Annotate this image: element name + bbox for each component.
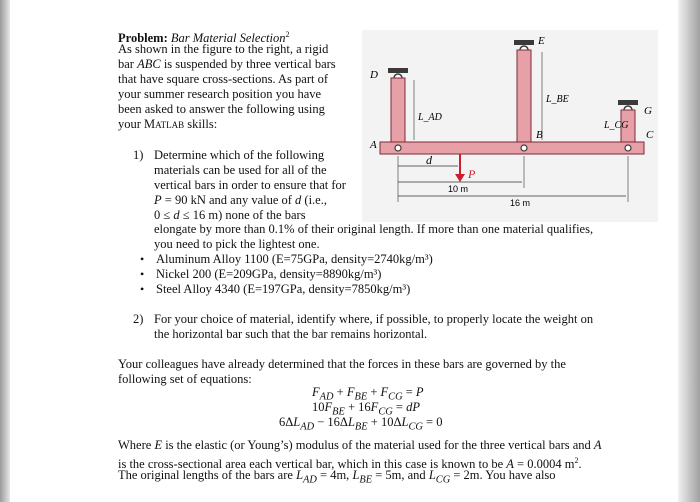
label-dim-10: 10 m [448, 184, 469, 194]
label-b: B [536, 129, 543, 141]
q1-number: 1) [133, 148, 144, 162]
intro-line: your Matlab skills: [118, 117, 218, 131]
q2-number: 2) [133, 312, 144, 326]
label-l-cg: L_CG [604, 120, 629, 131]
closing-line: The original lengths of the bars are $L_{AD} = 4m$, $L_{BE} = 5m$, and $L_{CG} = 2m$. You have also [118, 468, 556, 486]
intro-line: that have square cross-sections. As part of [118, 72, 329, 86]
label-dim-16: 16 m [510, 198, 531, 208]
left-edge-shadow [0, 0, 10, 502]
material-item: Nickel 200 (E=209GPa, density=8890kg/m³) [156, 267, 382, 281]
load-arrow-icon [455, 174, 465, 182]
q1-line: vertical bars in order to ensure that for [154, 178, 346, 192]
bar-be [517, 50, 531, 150]
q1-line: you need to pick the lightest one. [154, 237, 320, 251]
material-item: Steel Alloy 4340 (E=197GPa, density=7850kg/m³) [156, 282, 411, 296]
label-e: E [538, 35, 545, 47]
q2-line: For your choice of material, identify where, if possible, to properly locate the weight on [154, 312, 594, 326]
support-e-plate [514, 40, 534, 45]
bar-ad [391, 78, 405, 150]
rigid-bar-abc [380, 142, 644, 154]
bullet-dot: • [140, 252, 145, 266]
q1-line: Determine which of the following [154, 148, 325, 162]
right-edge-shadow [678, 0, 700, 502]
pin-c-icon [625, 145, 631, 151]
bullet-dot: • [140, 282, 145, 296]
label-l-ad: L_AD [418, 112, 442, 123]
q1-line: elongate by more than 0.1% of their original length. If more than one material qualifies, [154, 222, 594, 236]
problem-title: Bar Material Selection [170, 31, 286, 46]
label-a: A [370, 139, 377, 151]
support-d-plate [388, 68, 408, 73]
pin-a-icon [395, 145, 401, 151]
problem-title-footnote: 2 [285, 30, 290, 39]
structure-figure [362, 30, 658, 222]
closing-line: Where E is the elastic (or Young’s) modulus of the material used for the three vertical bars and A [118, 438, 602, 452]
intro-line: your summer research position you have [118, 87, 322, 101]
pin-b-icon [521, 145, 527, 151]
figure-svg [362, 30, 658, 222]
label-l-be: L_BE [546, 94, 569, 105]
closing-line: is the cross-sectional area each vertical bar, which in this case is known to be A = 0.0004 $m^2$. [118, 456, 582, 472]
colleagues-line: Your colleagues have already determined that the forces in these bars are governed by the [118, 357, 566, 371]
support-g-plate [618, 100, 638, 105]
intro-line: bar ABC is suspended by three vertical bars [118, 57, 336, 71]
equation-3: $6\Delta L_{AD} - 16\Delta L_{BE} + 10\Delta L_{CG} = 0$ [279, 415, 443, 433]
intro-line: As shown in the figure to the right, a rigid [118, 42, 329, 56]
equation-1: $F_{AD} + F_{BE} + F_{CG} = P$ [312, 385, 424, 403]
label-g: G [644, 105, 652, 117]
colleagues-line: following set of equations: [118, 372, 252, 386]
material-item: Aluminum Alloy 1100 (E=75GPa, density=2740kg/m³) [156, 252, 433, 266]
intro-line: been asked to answer the following using [118, 102, 325, 116]
problem-label: Problem: [118, 31, 168, 46]
q1-line: P = 90 kN and any value of d (i.e., [154, 193, 327, 207]
bullet-dot: • [140, 267, 145, 281]
label-c: C [646, 129, 654, 141]
label-dim-d: d [426, 153, 432, 167]
equation-2: $10F_{BE} + 16F_{CG}$ = dP [312, 400, 420, 418]
label-d: D [370, 69, 378, 81]
q2-line: the horizontal bar such that the bar remains horizontal. [154, 327, 428, 341]
q1-line: 0 ≤ d ≤ 16 m) none of the bars [154, 208, 306, 222]
q1-line: materials can be used for all of the [154, 163, 327, 177]
label-p: P [468, 167, 476, 181]
